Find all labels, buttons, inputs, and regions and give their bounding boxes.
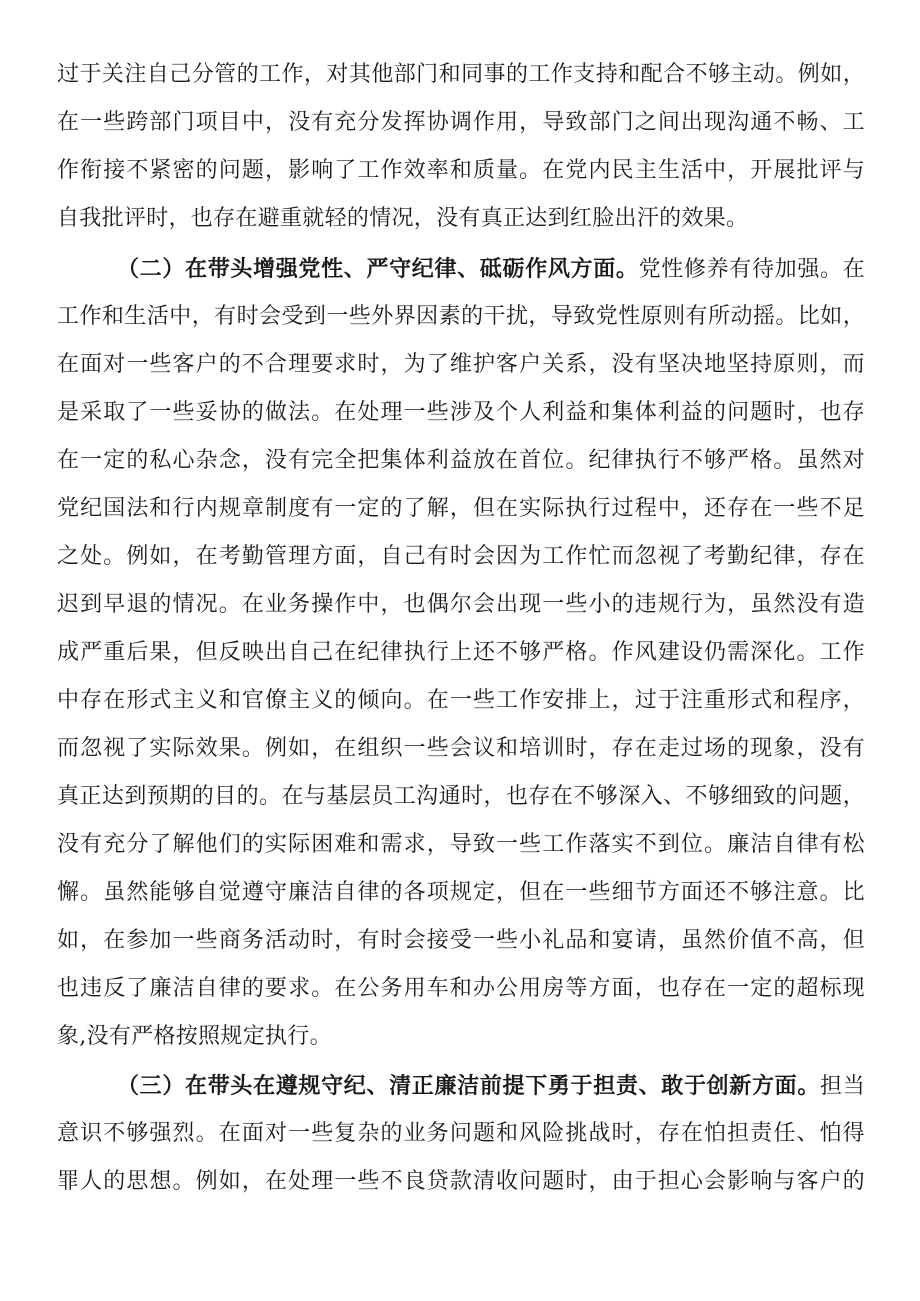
paragraph-1-line-4: 自我批评时，也存在避重就轻的情况，没有真正达到红脸出汗的效果。 — [57, 206, 749, 231]
paragraph-1-line-1: 过于关注自己分管的工作，对其他部门和同事的工作支持和配合不够主动。例如， — [57, 62, 865, 87]
paragraph-2-line-7: 之处。例如，在考勤管理方面，自己有时会因为工作忙而忽视了考勤纪律，存在 — [57, 544, 865, 569]
paragraph-2-line-9: 成严重后果，但反映出自己在纪律执行上还不够严格。作风建设仍需深化。工作 — [57, 640, 865, 665]
paragraph-2-line-16: 也违反了廉洁自律的要求。在公务用车和办公用房等方面，也存在一定的超标现 — [57, 976, 865, 1001]
paragraph-1-line-3: 作衔接不紧密的问题，影响了工作效率和质量。在党内民主生活中，开展批评与 — [57, 158, 865, 183]
paragraph-2-line-15: 如，在参加一些商务活动时，有时会接受一些小礼品和宴请，虽然价值不高，但 — [57, 928, 865, 953]
paragraph-2-line-14: 懈。虽然能够自觉遵守廉洁自律的各项规定，但在一些细节方面还不够注意。比 — [57, 880, 865, 905]
paragraph-2-first-line-text: 党性修养有待加强。在 — [638, 257, 865, 282]
paragraph-3-line-3: 罪人的思想。例如，在处理一些不良贷款清收问题时，由于担心会影响与客户的 — [57, 1169, 865, 1194]
paragraph-2-line-10: 中存在形式主义和官僚主义的倾向。在一些工作安排上，过于注重形式和程序， — [57, 688, 865, 713]
paragraph-2-line-8: 迟到早退的情况。在业务操作中，也偶尔会出现一些小的违规行为，虽然没有造 — [57, 592, 865, 617]
paragraph-3-first-line-text: 担当 — [820, 1074, 865, 1099]
paragraph-2-line-4: 是采取了一些妥协的做法。在处理一些涉及个人利益和集体利益的问题时，也存 — [57, 400, 865, 425]
paragraph-2-line-11: 而忽视了实际效果。例如，在组织一些会议和培训时，存在走过场的现象，没有 — [57, 736, 865, 761]
paragraph-2-line-13: 没有充分了解他们的实际困难和需求，导致一些工作落实不到位。廉洁自律有松 — [57, 832, 865, 857]
paragraph-2-line-6: 党纪国法和行内规章制度有一定的了解，但在实际执行过程中，还存在一些不足 — [57, 496, 865, 521]
paragraph-2-line-2: 工作和生活中，有时会受到一些外界因素的干扰，导致党性原则有所动摇。比如， — [57, 304, 865, 329]
paragraph-2-first-line — [117, 249, 865, 289]
paragraph-2-line-5: 在一定的私心杂念，没有完全把集体利益放在首位。纪律执行不够严格。虽然对 — [57, 448, 865, 473]
paragraph-3-line-2: 意识不够强烈。在面对一些复杂的业务问题和风险挑战时，存在怕担责任、怕得 — [57, 1121, 865, 1146]
section-3-heading: （三）在带头在遵规守纪、清正廉洁前提下勇于担责、敢于创新方面。 — [117, 1073, 821, 1099]
paragraph-1-line-2: 在一些跨部门项目中，没有充分发挥协调作用，导致部门之间出现沟通不畅、工 — [57, 110, 865, 135]
paragraph-3-first-line — [117, 1066, 865, 1106]
paragraph-2-line-17: 象,没有严格按照规定执行。 — [57, 1024, 332, 1049]
paragraph-2-line-3: 在面对一些客户的不合理要求时，为了维护客户关系，没有坚决地坚持原则，而 — [57, 352, 865, 377]
paragraph-2-line-12: 真正达到预期的目的。在与基层员工沟通时，也存在不够深入、不够细致的问题， — [57, 784, 865, 809]
section-2-heading: （二）在带头增强党性、严守纪律、砥砺作风方面。 — [117, 256, 639, 282]
